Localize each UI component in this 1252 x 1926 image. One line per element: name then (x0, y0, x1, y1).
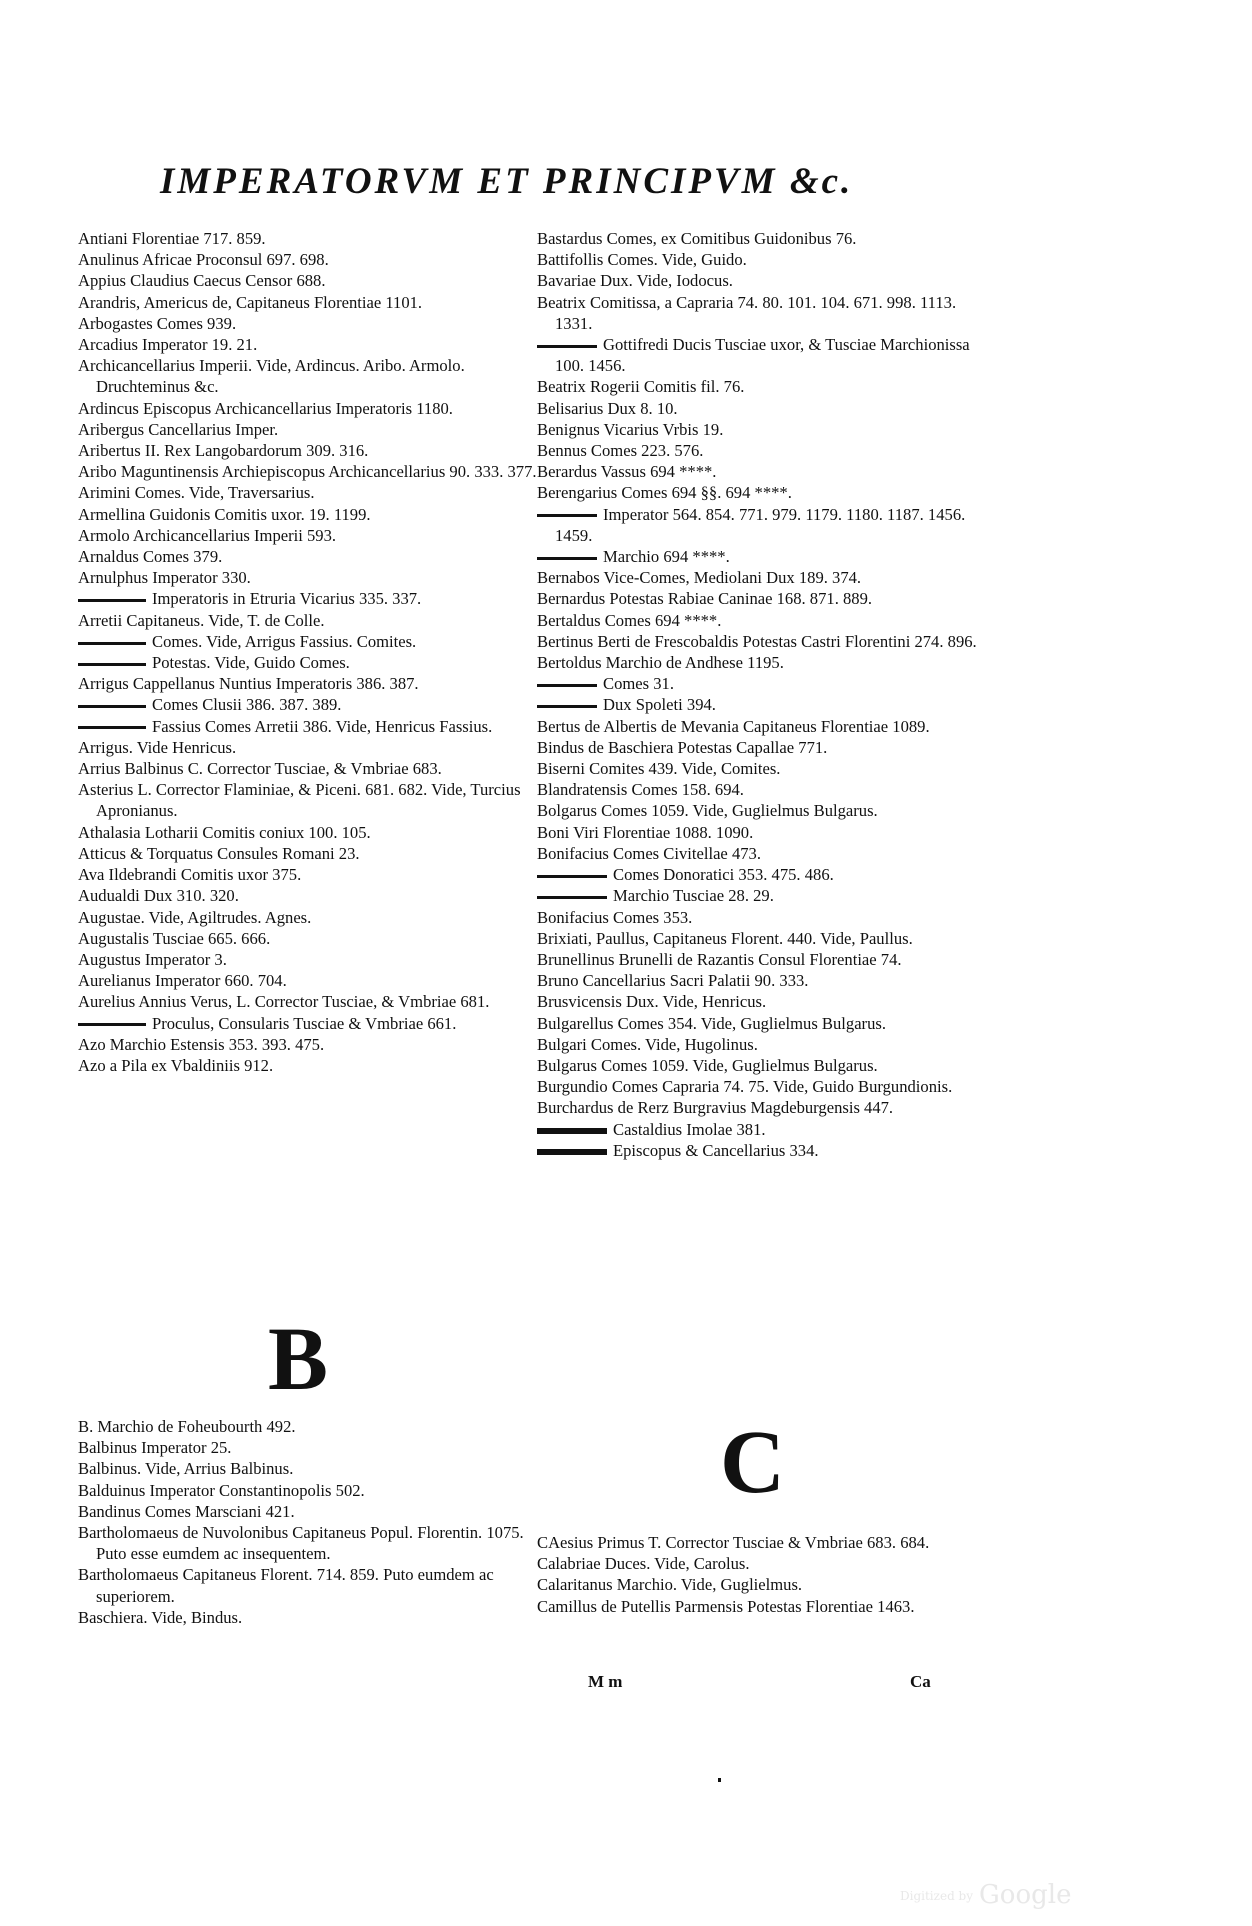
index-entry: Baschiera. Vide, Bindus. (78, 1607, 243, 1627)
index-entry: Aribo Maguntinensis Archiepiscopus Archicancellarius 90. 333. 377. (78, 462, 537, 482)
index-entry: Bruno Cancellarius Sacri Palatii 90. 333. (537, 971, 809, 991)
ditto-rule (537, 896, 607, 899)
entry-text: Comes. Vide, Arrigus Fassius. Comites. (152, 631, 417, 651)
index-entry: Bertus de Albertis de Mevania Capitaneus Florentiae 1089. (537, 716, 930, 736)
entry-text: Dux Spoleti 394. (603, 695, 716, 715)
section-letter-b: B (268, 1310, 329, 1409)
index-entry: Belisarius Dux 8. 10. (537, 398, 678, 418)
index-entry: Beatrix Rogerii Comitis fil. 76. (537, 377, 745, 397)
entry-text: Imperatoris in Etruria Vicarius 335. 337. (152, 589, 422, 609)
index-entry: Benignus Vicarius Vrbis 19. (537, 419, 724, 439)
index-entry: Audualdi Dux 310. 320. (78, 886, 239, 906)
index-entry: Bindus de Baschiera Potestas Capallae 771. (537, 737, 828, 757)
index-entry: Augustae. Vide, Agiltrudes. Agnes. (78, 907, 312, 927)
index-entry: Camillus de Putellis Parmensis Potestas Florentiae 1463. (537, 1596, 915, 1616)
index-entry: Aribergus Cancellarius Imper. (78, 419, 279, 439)
ditto-rule (537, 1128, 607, 1134)
index-entry: Bertoldus Marchio de Andhese 1195. (537, 653, 784, 673)
index-entry: Arbogastes Comes 939. (78, 313, 237, 333)
index-subentry (537, 1140, 977, 1161)
ink-speck (718, 1778, 721, 1782)
index-entry: Arrigus Cappellanus Nuntius Imperatoris 386. 387. (78, 674, 419, 694)
left-column-b (78, 1416, 548, 1628)
entry-text: Proculus, Consularis Tusciae & Vmbriae 661. (152, 1013, 457, 1033)
index-entry: Burgundio Comes Capraria 74. 75. Vide, Guido Burgundionis. (537, 1077, 953, 1097)
index-entry: Arrius Balbinus C. Corrector Tusciae, & Vmbriae 683. (78, 759, 442, 779)
index-entry: Balbinus. Vide, Arrius Balbinus. (78, 1459, 294, 1479)
index-entry: Bartholomaeus Capitaneus Florent. 714. 859. Puto eumdem ac superiorem. (78, 1565, 494, 1606)
index-entry: Bernardus Potestas Rabiae Caninae 168. 871. 889. (537, 589, 873, 609)
left-column-a (78, 228, 548, 1076)
entry-text: Imperator 564. 854. 771. 979. 1179. 1180. 1187. 1456. 1459. (555, 504, 966, 545)
index-entry: Bolgarus Comes 1059. Vide, Guglielmus Bulgarus. (537, 801, 878, 821)
index-entry: Bonifacius Comes Civitellae 473. (537, 843, 761, 863)
ditto-rule (537, 684, 597, 687)
index-subentry (537, 334, 977, 376)
index-subentry (537, 885, 977, 906)
index-entry: Bertaldus Comes 694 ****. (537, 610, 722, 630)
index-entry: Bertinus Berti de Frescobaldis Potestas Castri Florentini 274. 896. (537, 631, 977, 651)
watermark-prefix: Digitized by (900, 1889, 974, 1903)
index-entry: Brusvicensis Dux. Vide, Henricus. (537, 992, 767, 1012)
index-entry: Brunellinus Brunelli de Razantis Consul Florentiae 74. (537, 949, 902, 969)
ditto-rule (78, 663, 146, 666)
digitization-watermark (900, 1880, 1071, 1910)
right-column-b (537, 228, 977, 1161)
section-letter-c: C (720, 1413, 785, 1512)
index-entry: Bernabos Vice-Comes, Mediolani Dux 189. 374. (537, 568, 862, 588)
ditto-rule (78, 599, 146, 602)
ditto-rule (537, 1149, 607, 1155)
ditto-rule (537, 557, 597, 560)
index-entry: Beatrix Comitissa, a Capraria 74. 80. 101. 104. 671. 998. 1113. 1331. (537, 292, 957, 333)
ditto-rule (537, 875, 607, 878)
index-subentry (537, 673, 977, 694)
ditto-rule (537, 705, 597, 708)
index-entry: Anulinus Africae Proconsul 697. 698. (78, 250, 329, 270)
index-entry: Atticus & Torquatus Consules Romani 23. (78, 843, 360, 863)
index-entry: Aribertus II. Rex Langobardorum 309. 316. (78, 441, 369, 461)
index-entry: B. Marchio de Foheubourth 492. (78, 1417, 296, 1436)
entry-text: Comes Clusii 386. 387. 389. (152, 695, 342, 715)
index-entry: Arrigus. Vide Henricus. (78, 737, 237, 757)
index-entry: Bulgarellus Comes 354. Vide, Guglielmus Bulgarus. (537, 1013, 886, 1033)
index-entry: Athalasia Lotharii Comitis coniux 100. 105. (78, 822, 371, 842)
index-entry: Berengarius Comes 694 §§. 694 ****. (537, 483, 792, 503)
index-subentry (78, 588, 548, 609)
index-entry: Arcadius Imperator 19. 21. (78, 335, 258, 355)
entry-text: Marchio Tusciae 28. 29. (613, 886, 774, 906)
entry-text: Potestas. Vide, Guido Comes. (152, 653, 350, 673)
index-subentry (78, 652, 548, 673)
index-entry: Blandratensis Comes 158. 694. (537, 780, 744, 800)
ditto-rule (78, 1023, 146, 1026)
ditto-rule (78, 705, 146, 708)
right-column-c (537, 1532, 977, 1617)
index-entry: Bulgarus Comes 1059. Vide, Guglielmus Bulgarus. (537, 1055, 878, 1075)
index-subentry (537, 694, 977, 715)
ditto-rule (537, 345, 597, 348)
index-entry: Berardus Vassus 694 ****. (537, 462, 717, 482)
ditto-rule (78, 726, 146, 729)
index-entry: Ava Ildebrandi Comitis uxor 375. (78, 865, 302, 885)
index-subentry (537, 1119, 977, 1140)
index-subentry (78, 1013, 548, 1034)
index-entry: Appius Claudius Caecus Censor 688. (78, 271, 326, 291)
page-title: IMPERATORVM ET PRINCIPVM &c. (160, 161, 854, 202)
index-subentry (537, 546, 977, 567)
index-entry: Armolo Archicancellarius Imperii 593. (78, 525, 337, 545)
index-entry: Bulgari Comes. Vide, Hugolinus. (537, 1034, 758, 1054)
entry-text: Comes 31. (603, 674, 674, 694)
index-entry: Calaritanus Marchio. Vide, Guglielmus. (537, 1575, 803, 1595)
index-entry: Balbinus Imperator 25. (78, 1438, 232, 1458)
index-entry: Aurelius Annius Verus, L. Corrector Tusciae, & Vmbriae 681. (78, 992, 490, 1012)
index-entry: Arnaldus Comes 379. (78, 547, 223, 567)
entry-text: Comes Donoratici 353. 475. 486. (613, 865, 834, 885)
index-subentry (78, 694, 548, 715)
index-subentry (537, 504, 977, 546)
ditto-rule (537, 514, 597, 517)
index-entry: Balduinus Imperator Constantinopolis 502. (78, 1480, 365, 1500)
index-entry: Arandris, Americus de, Capitaneus Florentiae 1101. (78, 292, 423, 312)
index-subentry (537, 864, 977, 885)
index-entry: Arnulphus Imperator 330. (78, 568, 251, 588)
index-subentry (78, 631, 548, 652)
index-entry: CAesius Primus T. Corrector Tusciae & Vmbriae 683. 684. (537, 1533, 930, 1552)
entry-text: Castaldius Imolae 381. (613, 1119, 766, 1139)
watermark-logo: Google (979, 1880, 1072, 1910)
index-entry: Arimini Comes. Vide, Traversarius. (78, 483, 315, 503)
index-entry: Armellina Guidonis Comitis uxor. 19. 1199. (78, 504, 371, 524)
index-entry: Bandinus Comes Marsciani 421. (78, 1501, 295, 1521)
index-entry: Arretii Capitaneus. Vide, T. de Colle. (78, 610, 325, 630)
catchword: Ca (910, 1672, 931, 1691)
index-entry: Azo a Pila ex Vbaldiniis 912. (78, 1055, 274, 1075)
ditto-rule (78, 642, 146, 645)
entry-text: Gottifredi Ducis Tusciae uxor, & Tusciae Marchionissa 100. 1456. (555, 335, 970, 376)
entry-text: Marchio 694 ****. (603, 547, 730, 567)
signature-mark: M m (588, 1672, 623, 1691)
index-entry: Bastardus Comes, ex Comitibus Guidonibus 76. (537, 229, 857, 248)
index-entry: Calabriae Duces. Vide, Carolus. (537, 1554, 750, 1574)
index-entry: Archicancellarius Imperii. Vide, Ardincus. Aribo. Armolo. Druchteminus &c. (78, 356, 465, 397)
index-entry: Brixiati, Paullus, Capitaneus Florent. 440. Vide, Paullus. (537, 928, 913, 948)
index-entry: Bonifacius Comes 353. (537, 907, 693, 927)
index-entry: Antiani Florentiae 717. 859. (78, 229, 266, 248)
index-entry: Augustalis Tusciae 665. 666. (78, 928, 271, 948)
index-entry: Asterius L. Corrector Flaminiae, & Piceni. 681. 682. Vide, Turcius Apronianus. (78, 780, 521, 821)
index-entry: Biserni Comites 439. Vide, Comites. (537, 759, 781, 779)
index-entry: Battifollis Comes. Vide, Guido. (537, 250, 747, 270)
index-entry: Burchardus de Rerz Burgravius Magdeburgensis 447. (537, 1098, 894, 1118)
entry-text: Fassius Comes Arretii 386. Vide, Henricus Fassius. (152, 716, 493, 736)
index-entry: Augustus Imperator 3. (78, 949, 227, 969)
index-subentry (78, 716, 548, 737)
entry-text: Episcopus & Cancellarius 334. (613, 1140, 819, 1160)
index-entry: Ardincus Episcopus Archicancellarius Imperatoris 1180. (78, 398, 453, 418)
index-entry: Bartholomaeus de Nuvolonibus Capitaneus Popul. Florentin. 1075. Puto esse eumdem ac insequentem. (78, 1523, 524, 1564)
index-entry: Boni Viri Florentiae 1088. 1090. (537, 822, 754, 842)
index-entry: Bennus Comes 223. 576. (537, 441, 704, 461)
index-entry: Bavariae Dux. Vide, Iodocus. (537, 271, 733, 291)
index-entry: Aurelianus Imperator 660. 704. (78, 971, 287, 991)
index-entry: Azo Marchio Estensis 353. 393. 475. (78, 1034, 325, 1054)
